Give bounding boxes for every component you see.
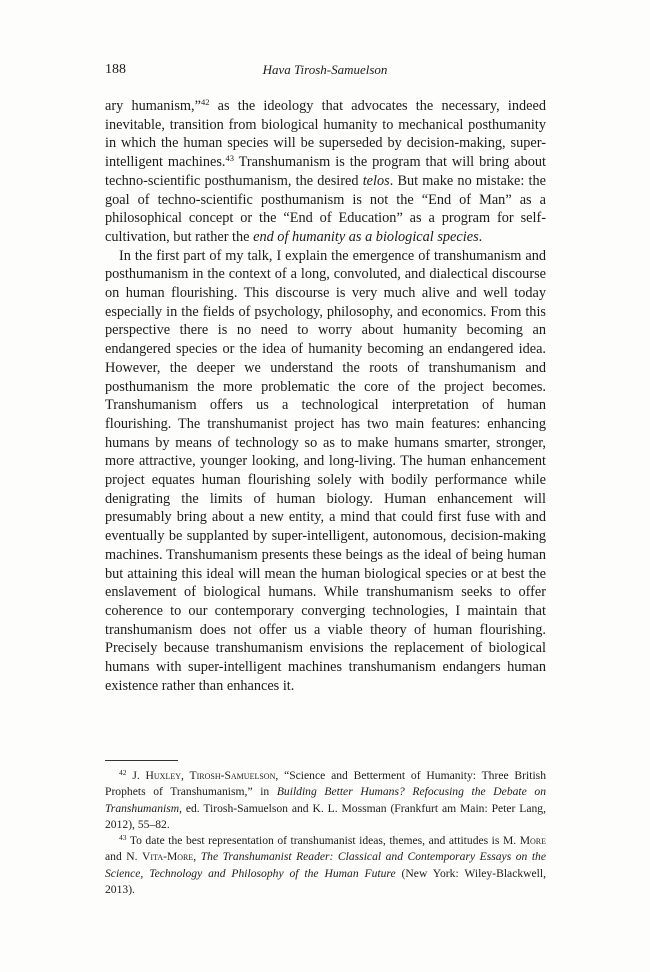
telos-italic: telos <box>362 172 390 189</box>
footnote-authors: J. Huxley, Tirosh-Samuelson <box>132 769 276 782</box>
footnote-43: $^{43}$ To date the best representation of transhumanist ideas, themes, and attitudes is M. More and N. Vita-More, The Transhumanist Reader: Classical and Contemporary Essays on the Science, Technology and Philosophy of the Human Future (New York: Wiley-Blackwell, 2013). <box>105 833 546 897</box>
footnote-ref-43[interactable]: 43 <box>225 153 234 164</box>
footnote-number-43: 43 <box>119 833 127 843</box>
paragraph-1: ary humanism,”$^{42}$ as the ideology that advocates the necessary, indeed inevitable, transition from biological humanity to mechanical posthumanity in which the human species will be superseded by decision-making, super-intelligent machines.$^{43}$ Transhumanism is the program that will bring about techno-scientific posthumanism, the desired telos. But make no mistake: the goal of techno-scientific posthumanism is not the “End of Man” as a philosophical concept or the “End of Education” as a program for self-cultivation, but rather the end of humanity as a biological species. <box>105 97 546 245</box>
footnote-author-more: More <box>519 834 546 848</box>
footnotes <box>105 768 546 898</box>
footnote-author-vita-more: Vita-More <box>142 850 194 864</box>
footnote-rule <box>105 760 178 761</box>
footnote-ref-42[interactable]: 42 <box>200 97 210 107</box>
footnote-book-title: The Transhumanist Reader: Classical and Contemporary Essays on the Science, Technology and Philosophy of the Human Future <box>105 850 546 880</box>
main-text <box>105 97 546 696</box>
emphasis-italic: end of humanity as a biological species <box>253 228 479 245</box>
footnote-42: $^{42}$ J. Huxley, Tirosh-Samuelson, “Science and Betterment of Humanity: Three British Prophets of Transhumanism,” in Building Better Humans? Refocusing the Debate on Transhumanism, ed. Tirosh-Samuelson and K. L. Mossman (Frankfurt am Main: Peter Lang, 2012), 55–82. <box>105 768 546 831</box>
footnote-book-title: Building Better Humans? Refocusing the Debate on Transhumanism <box>105 785 546 815</box>
running-head: Hava Tirosh-Samuelson <box>262 62 388 77</box>
page-number: 188 <box>105 62 126 77</box>
paragraph-2: In the first part of my talk, I explain the emergence of transhumanism and posthumanism in the context of a long, convoluted, and dialectical discourse on human flourishing. This discourse is very much alive and well today especially in the fields of psychology, philosophy, and economics. From this perspective there is no need to worry about humanity becoming an endangered species or the idea of humanity becoming an endangered idea. However, the deeper we understand the roots of transhumanism and posthumanism the more problematic the core of the project becomes. Transhumanism offers us a technological interpretation of human flourishing. The transhumanist project has two main features: enhancing humans by means of technology so as to make humans smarter, stronger, more attractive, younger looking, and long-living. The human enhancement project equates human flourishing solely with bodily performance while denigrating the limits of human biology. Human enhancement will presumably bring about a new entity, a mind that could first fuse with and eventually be supplanted by super-intelligent, autonomous, decision-making machines. Transhumanism presents these beings as the ideal of being human but attaining this ideal will mean the human biological species or at best the enslavement of biological humans. While transhumanism seeks to offer coherence to our contemporary converging technologies, I maintain that transhumanism does not offer us a viable theory of human flourishing. Precisely because transhumanism envisions the replacement of biological humans with super-intelligent machines transhumanism endangers human existence rather than enhances it. <box>105 247 546 694</box>
footnote-number-42: 42 <box>119 768 127 777</box>
